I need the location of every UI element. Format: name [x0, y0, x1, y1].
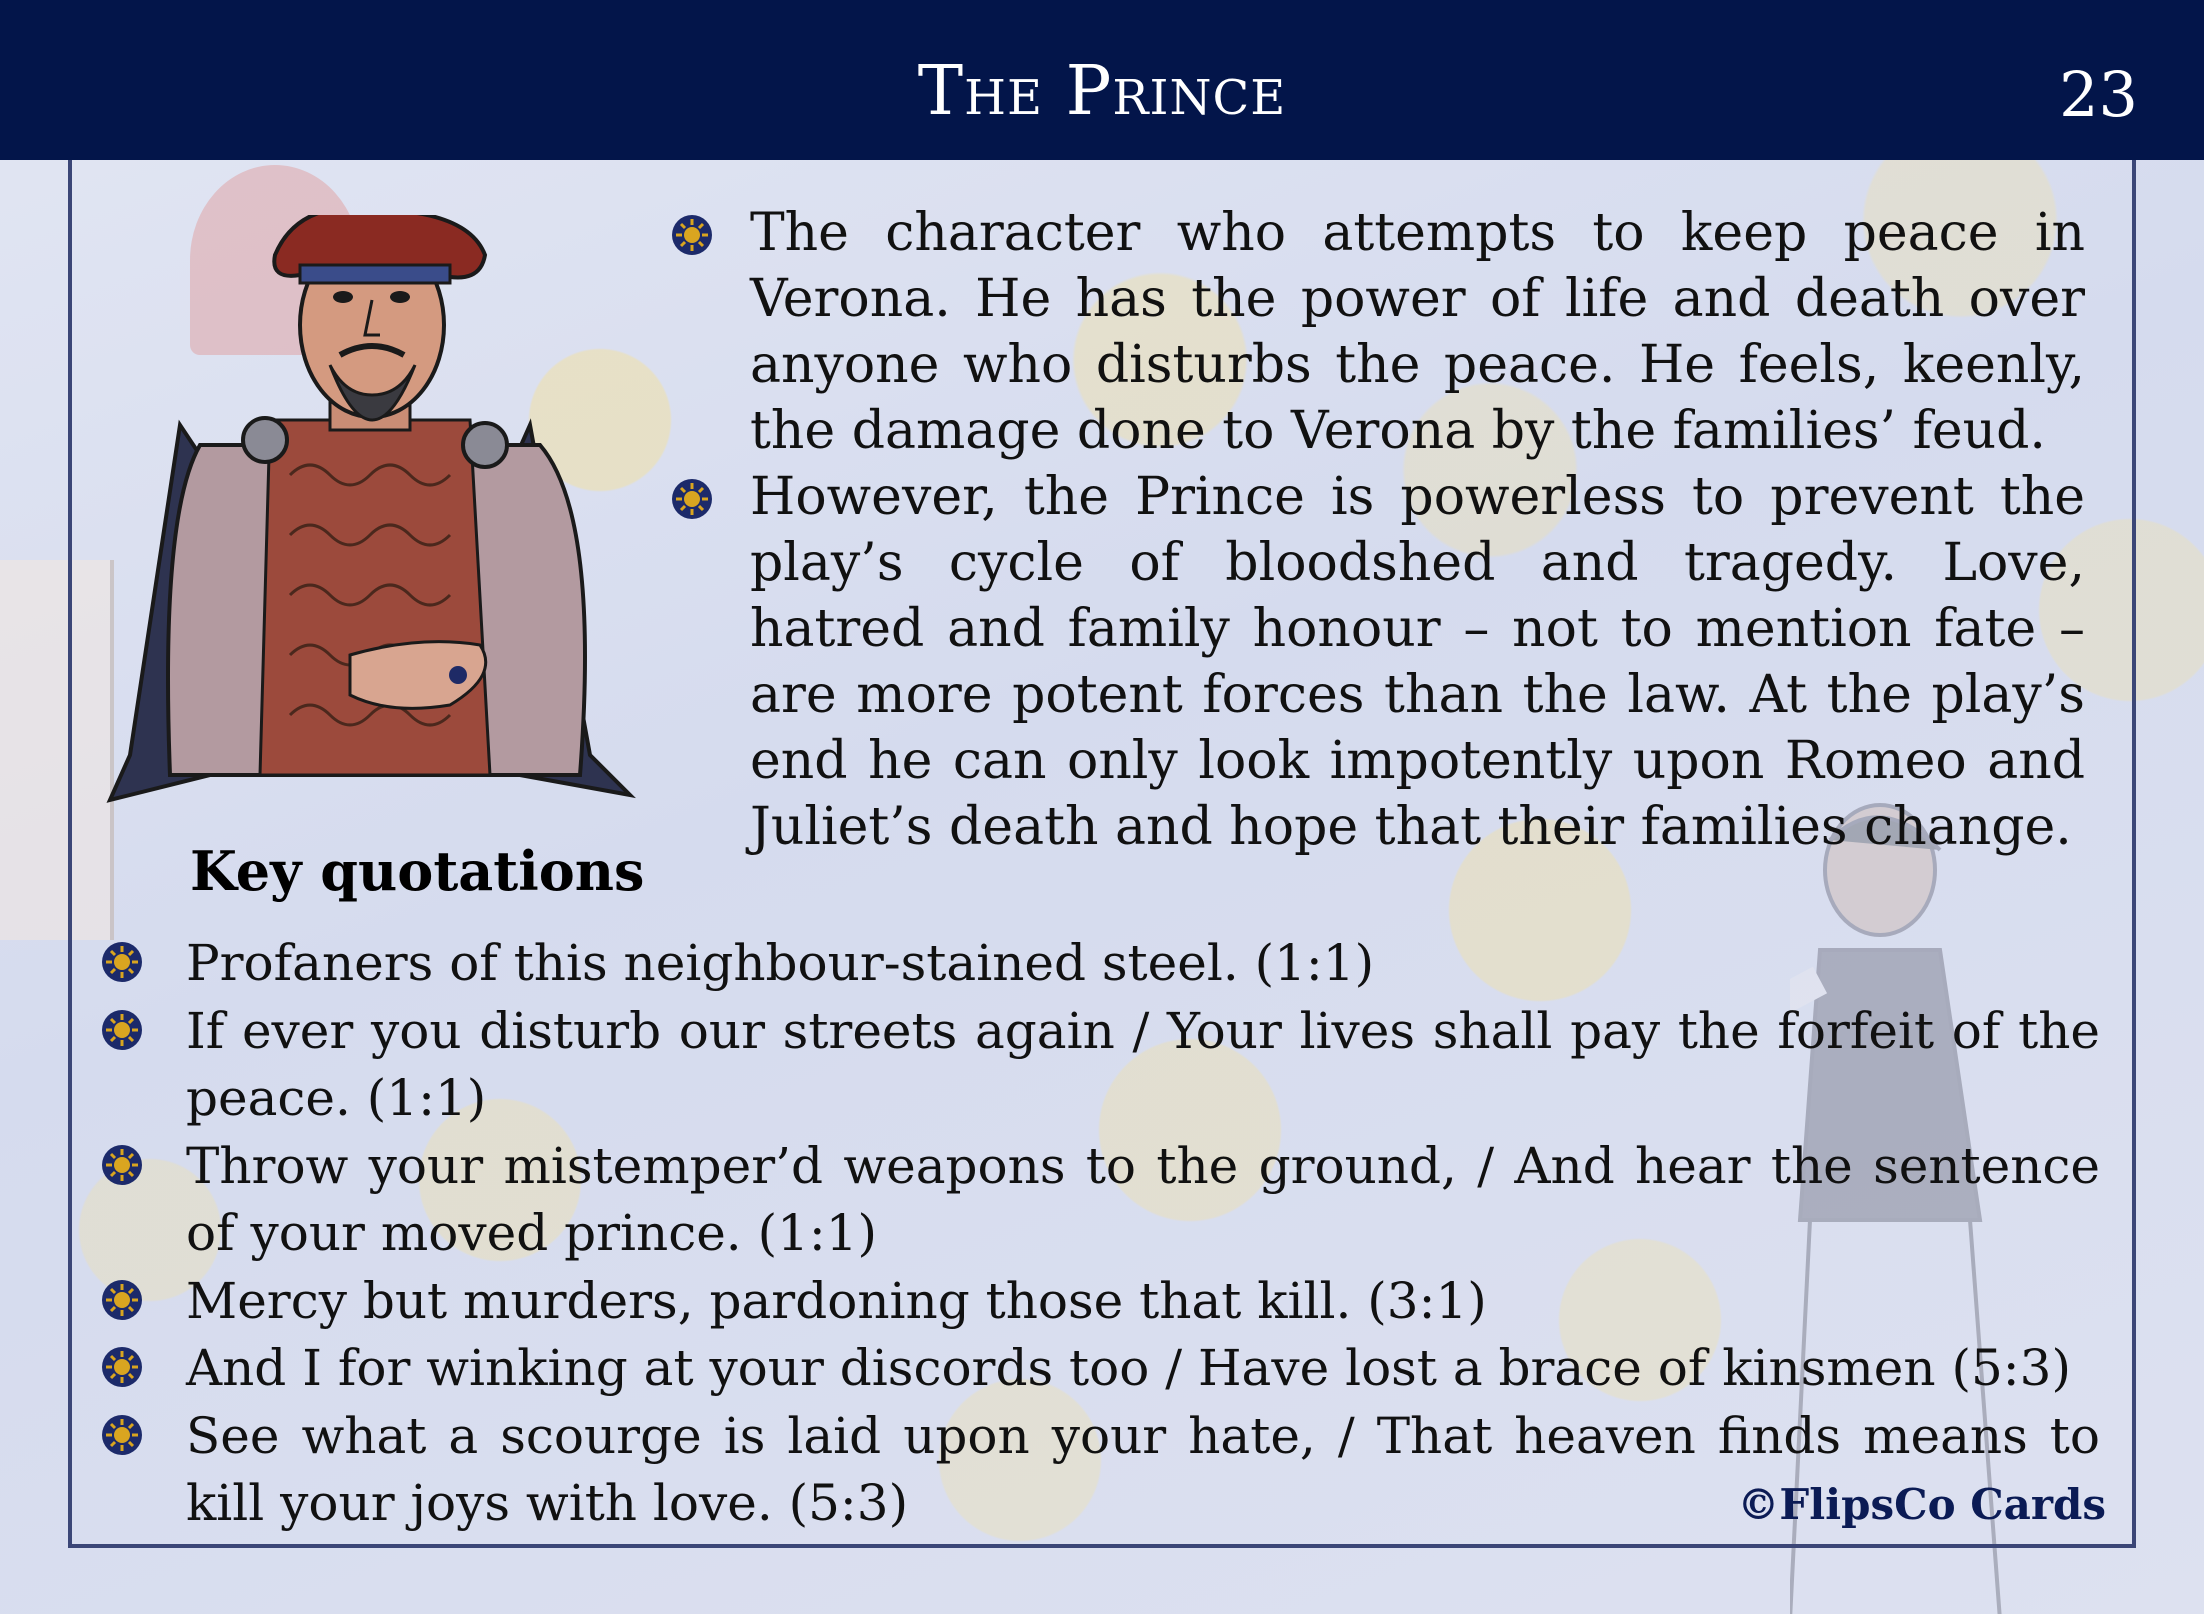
sun-bullet-icon [100, 1008, 144, 1052]
quotation-text: Mercy but murders, pardoning those that kill. (3:1) [186, 1271, 1487, 1330]
sun-bullet-icon [100, 1278, 144, 1322]
list-item [100, 1335, 2100, 1403]
sun-bullet-icon [100, 1413, 144, 1457]
quotation-text: Profaners of this neighbour-stained steel. (1:1) [186, 934, 1375, 992]
quotation-text: Throw your mistemper’d weapons to the ground, / And hear the sentence of your moved prince. (1:1) [186, 1136, 2100, 1262]
quotation-text: If ever you disturb our streets again / Your lives shall pay the forfeit of the peace. (1:1) [186, 1001, 2100, 1127]
sun-bullet-icon [100, 1143, 144, 1187]
description-paragraph [670, 200, 2085, 464]
quotations-list [100, 930, 2100, 1538]
description-text: However, the Prince is powerless to prevent the play’s cycle of bloodshed and tragedy. Love, hatred and family honour – not to mention fate – are more potent forces than the law. At the play’s end he can only look impotently upon Romeo and Juliet’s death and hope that their families change. [750, 467, 2085, 857]
card-title: The Prince [917, 52, 1287, 131]
key-quotations-heading: Key quotations [190, 839, 645, 903]
description-paragraph [670, 464, 2085, 860]
list-item [100, 1133, 2100, 1268]
sun-bullet-icon [100, 1345, 144, 1389]
copyright-notice: ©FlipsCo Cards [1737, 1480, 2106, 1529]
sun-bullet-icon [100, 940, 144, 984]
list-item [100, 998, 2100, 1133]
sun-bullet-icon [670, 213, 714, 257]
card-header [0, 0, 2204, 160]
quotation-text: See what a scourge is laid upon your hate, / That heaven finds means to kill your joys with love. (5:3) [186, 1406, 2100, 1532]
character-description [670, 200, 2085, 860]
list-item [100, 930, 2100, 998]
sun-bullet-icon [670, 477, 714, 521]
card-number: 23 [2059, 58, 2138, 131]
list-item [100, 1268, 2100, 1336]
quotation-text: And I for winking at your discords too / Have lost a brace of kinsmen (5:3) [186, 1339, 2071, 1397]
prince-portrait-illustration [100, 215, 640, 810]
description-text: The character who attempts to keep peace in Verona. He has the power of life and death over anyone who disturbs the peace. He feels, keenly, the damage done to Verona by the families’ feud. [750, 203, 2085, 461]
